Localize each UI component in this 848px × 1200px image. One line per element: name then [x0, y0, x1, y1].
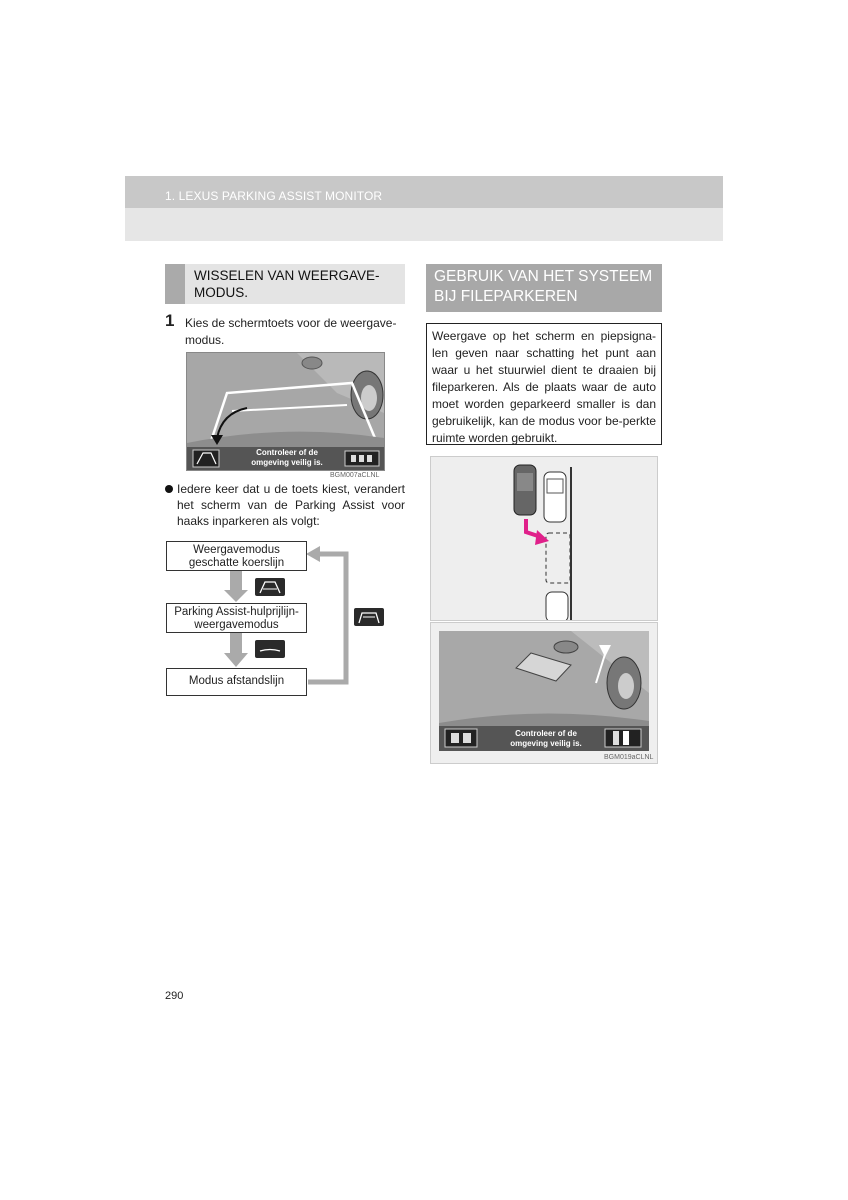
section-title-right [426, 264, 662, 312]
bullet-text: Iedere keer dat u de toets kiest, verandert het scherm van de Parking Assist voor haaks inparkeren als volgt: [177, 482, 405, 528]
screen2-caption [491, 729, 601, 749]
info-box: Weergave op het scherm en piepsigna-len geven naar schatting het punt aan waar u het stuurwiel dient te draaien bij fileparkeren. Als de plaats waar de auto moet worden geparkeerd smaller is dan gebruikelijk, kan de modus voor be-perkte ruimte worden gebruikt. [426, 323, 662, 445]
bullet-dot [165, 485, 173, 493]
chapter-title: 1. LEXUS PARKING ASSIST MONITOR [165, 189, 383, 203]
screen2-caption-line2: omgeving veilig is. [510, 739, 582, 748]
flow-box1-line2: geschatte koerslijn [188, 557, 285, 569]
flow-box-estimated-course [166, 541, 307, 571]
section-title-left-line2: MODUS. [194, 285, 248, 300]
flow-box1-line1: Weergavemodus [193, 544, 280, 556]
assist-guide-mode-icon [354, 608, 384, 626]
screen2-caption-line1: Controleer of de [515, 729, 577, 738]
section-title-bar [165, 264, 185, 304]
section-title-right-line1: GEBRUIK VAN HET SYSTEEM [434, 268, 653, 285]
parallel-parking-diagram [430, 456, 658, 621]
section-title-left-text [194, 267, 380, 301]
image-code-2: BGM019aCLNL [604, 754, 654, 761]
flow-box-distance-line: Modus afstandslijn [166, 668, 307, 696]
flow-box-assist-guide [166, 603, 307, 633]
camera-screen-2 [430, 622, 658, 764]
step-text: Kies de schermtoets voor de weergave-modus. [185, 316, 397, 347]
course-line-mode-icon [255, 578, 285, 596]
section-title-right-line2: BIJ FILEPARKEREN [434, 288, 578, 305]
screen1-caption [232, 448, 342, 468]
distance-line-mode-icon [255, 640, 285, 658]
camera-screen-1 [186, 352, 385, 471]
section-title-left-line1: WISSELEN VAN WEERGAVE- [194, 268, 380, 283]
header-subband [125, 208, 723, 241]
screen1-caption-line1: Controleer of de [256, 448, 318, 457]
step-number: 1 [165, 311, 175, 330]
flow-box2-line1: Parking Assist-hulprijlijn- [174, 606, 299, 618]
page-number: 290 [165, 990, 184, 1002]
parallel-parking-illustration [431, 457, 657, 620]
section-title-right-text [434, 267, 652, 307]
flow-box2-line2: weergavemodus [194, 619, 279, 631]
section-title-left [165, 264, 405, 304]
image-code-1: BGM007aCLNL [330, 472, 380, 479]
screen1-caption-line2: omgeving veilig is. [251, 458, 323, 467]
